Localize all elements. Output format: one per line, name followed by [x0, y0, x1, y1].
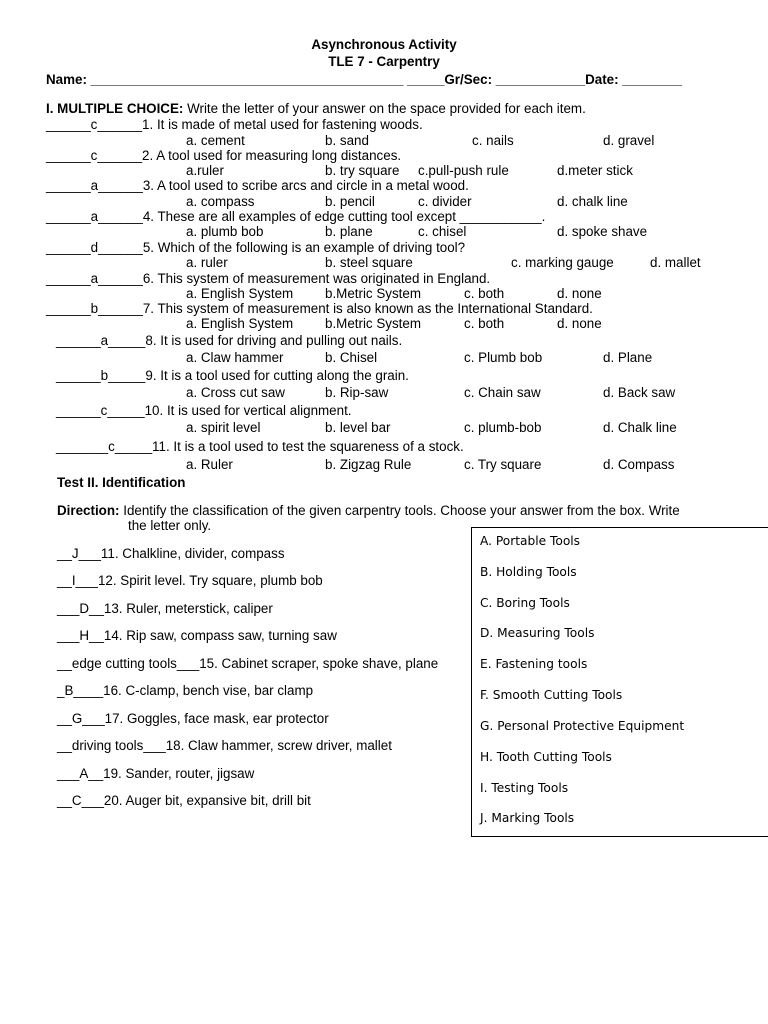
box-option: H. Tooth Cutting Tools	[480, 750, 612, 764]
choice-d: d.meter stick	[557, 163, 633, 178]
choice-a: a. Claw hammer	[186, 350, 284, 365]
choice-b: b. sand	[325, 133, 369, 148]
question-text: ______a______3. A tool used to scribe arcs and circle in a metal wood.	[46, 178, 469, 193]
choice-c: c. Chain saw	[464, 385, 541, 400]
choice-d: d. mallet	[650, 255, 701, 270]
choice-a: a. plumb bob	[186, 224, 264, 239]
question-text: _______c_____11. It is a tool used to test the squareness of a stock.	[56, 439, 464, 454]
direction-label: Direction:	[57, 503, 120, 518]
choice-a: a. spirit level	[186, 420, 261, 435]
choice-b: b. try square	[325, 163, 400, 178]
question-text: ______a______6. This system of measurement was originated in England.	[46, 271, 491, 286]
choice-c: c. Plumb bob	[464, 350, 543, 365]
box-option: E. Fastening tools	[480, 657, 588, 671]
classification-box	[471, 527, 768, 837]
choice-b: b. pencil	[325, 194, 375, 209]
identification-item: __I___12. Spirit level. Try square, plumb bob	[57, 573, 323, 588]
part1-heading-label: I. MULTIPLE CHOICE:	[46, 101, 184, 116]
identification-item: ___A__19. Sander, router, jigsaw	[57, 766, 255, 781]
choice-a: a. English System	[186, 286, 294, 301]
choice-d: d. none	[557, 286, 602, 301]
question-text: ______c_____10. It is used for vertical alignment.	[56, 403, 352, 418]
choice-c: c. chisel	[418, 224, 467, 239]
choice-b: b. level bar	[325, 420, 391, 435]
identification-item: _B____16. C-clamp, bench vise, bar clamp	[57, 683, 314, 698]
identification-item: ___D__13. Ruler, meterstick, caliper	[57, 601, 273, 616]
doc-title: Asynchronous Activity	[311, 37, 457, 52]
choice-c: c. marking gauge	[511, 255, 614, 270]
box-option: D. Measuring Tools	[480, 626, 595, 640]
choice-a: a. ruler	[186, 255, 228, 270]
identification-item: __J___11. Chalkline, divider, compass	[57, 546, 285, 561]
choice-c: c. divider	[418, 194, 472, 209]
choice-c: c. both	[464, 316, 505, 331]
box-option: G. Personal Protective Equipment	[480, 719, 685, 733]
choice-c: c. nails	[472, 133, 514, 148]
choice-d: d. Plane	[603, 350, 653, 365]
choice-a: a. Ruler	[186, 457, 233, 472]
identification-item: __edge cutting tools___15. Cabinet scraper, spoke shave, plane	[57, 656, 439, 671]
identification-item: ___H__14. Rip saw, compass saw, turning saw	[57, 628, 337, 643]
choice-a: a. Cross cut saw	[186, 385, 285, 400]
direction-text: Identify the classification of the given carpentry tools. Choose your answer from the box. Write	[119, 503, 680, 518]
identification-item: __C___20. Auger bit, expansive bit, drill bit	[57, 793, 311, 808]
box-option: J. Marking Tools	[480, 811, 575, 825]
choice-b: b. steel square	[325, 255, 413, 270]
choice-b: b.Metric System	[325, 286, 421, 301]
question-text: ______c______2. A tool used for measuring long distances.	[46, 148, 402, 163]
part1-heading	[46, 101, 586, 117]
box-option: C. Boring Tools	[480, 596, 570, 610]
choice-b: b.Metric System	[325, 316, 421, 331]
box-option: I. Testing Tools	[480, 781, 569, 795]
choice-d: d. spoke shave	[557, 224, 648, 239]
part2-heading: Test II. Identification	[57, 475, 186, 490]
question-text: ______d______5. Which of the following is an example of driving tool?	[46, 240, 466, 255]
choice-a: a.ruler	[186, 163, 224, 178]
choice-b: b. Zigzag Rule	[325, 457, 412, 472]
choice-d: d. Back saw	[603, 385, 676, 400]
box-option: A. Portable Tools	[480, 534, 581, 548]
choice-b: b. Rip-saw	[325, 385, 389, 400]
box-option: F. Smooth Cutting Tools	[480, 688, 623, 702]
question-text: ______b_____9. It is a tool used for cutting along the grain.	[56, 368, 409, 383]
question-text: ______c______1. It is made of metal used for fastening woods.	[46, 117, 423, 132]
choice-a: a. compass	[186, 194, 255, 209]
name-line: Name: __________________________________________ _____Gr/Sec: ____________Date: ________	[46, 72, 682, 87]
choice-d: d. none	[557, 316, 602, 331]
part2-direction	[57, 503, 680, 519]
choice-c: c. both	[464, 286, 505, 301]
choice-b: b. plane	[325, 224, 373, 239]
choice-a: a. English System	[186, 316, 294, 331]
choice-d: d. Compass	[603, 457, 675, 472]
choice-d: d. gravel	[603, 133, 655, 148]
question-text: ______b______7. This system of measurement is also known as the International Standard.	[46, 301, 593, 316]
box-option: B. Holding Tools	[480, 565, 577, 579]
part2-direction-line2: the letter only.	[128, 518, 212, 533]
question-text: ______a______4. These are all examples of edge cutting tool except ___________.	[46, 209, 546, 224]
identification-item: __G___17. Goggles, face mask, ear protector	[57, 711, 329, 726]
choice-c: c. Try square	[464, 457, 542, 472]
choice-c: c. plumb-bob	[464, 420, 542, 435]
question-text: ______a_____8. It is used for driving and pulling out nails.	[56, 333, 403, 348]
doc-subtitle: TLE 7 - Carpentry	[328, 54, 440, 69]
choice-a: a. cement	[186, 133, 245, 148]
choice-d: d. Chalk line	[603, 420, 677, 435]
part1-heading-instruction: Write the letter of your answer on the space provided for each item.	[183, 101, 586, 116]
choice-b: b. Chisel	[325, 350, 378, 365]
identification-item: __driving tools___18. Claw hammer, screw driver, mallet	[57, 738, 392, 753]
choice-d: d. chalk line	[557, 194, 628, 209]
choice-c: c.pull-push rule	[418, 163, 509, 178]
